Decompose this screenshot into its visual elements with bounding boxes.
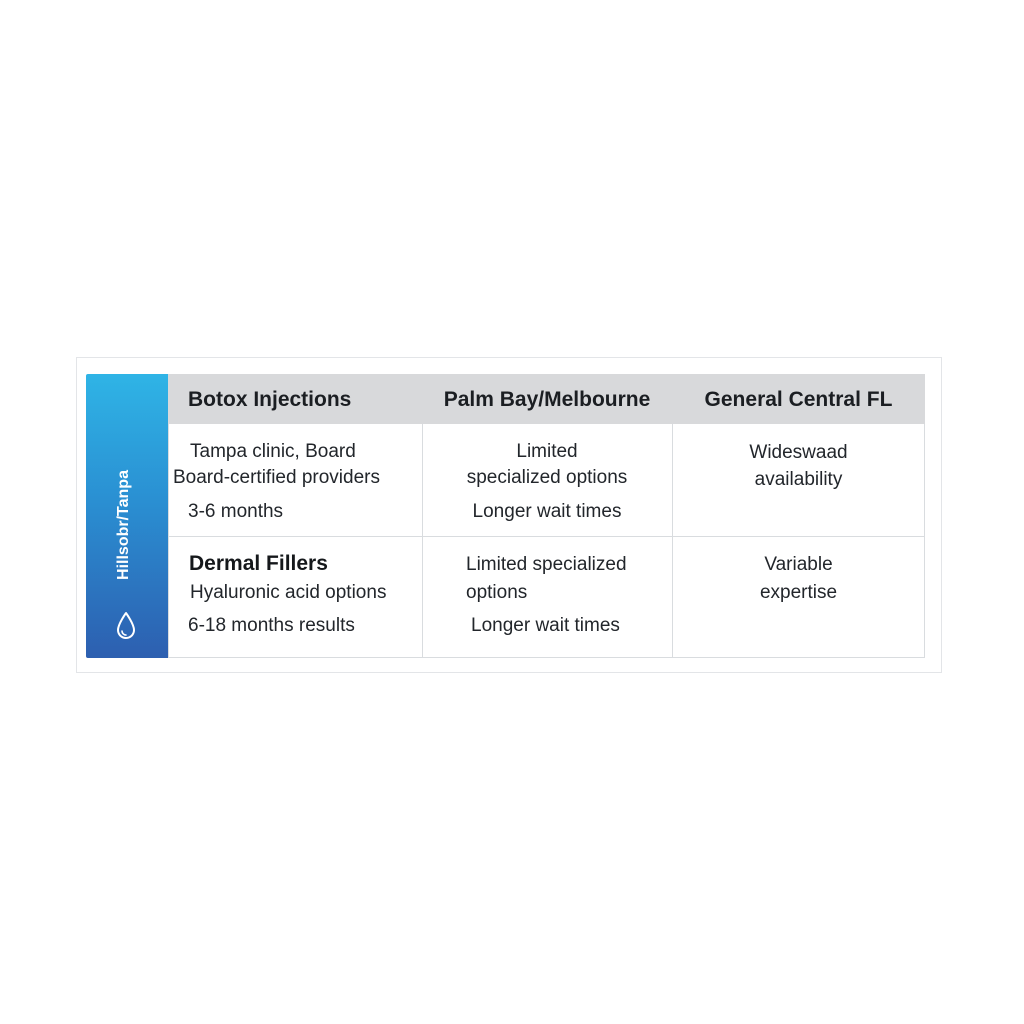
row-divider bbox=[168, 536, 925, 537]
sidebar-label: Hillsobr/Tanpa bbox=[115, 470, 132, 580]
header-palm-bay: Palm Bay/Melbourne bbox=[443, 388, 651, 411]
cell-r1c2-line2: specialized options bbox=[466, 467, 628, 488]
cell-r2c2-line3: Longer wait times bbox=[471, 615, 620, 636]
cell-r1c1-line3: 3-6 months bbox=[188, 501, 284, 522]
syringe-icon bbox=[0, 0, 44, 44]
cell-r1c2-line1: Limited bbox=[516, 441, 578, 462]
cell-r2c3-line1: Variable bbox=[764, 554, 833, 575]
droplet-icon bbox=[115, 611, 137, 641]
cell-r1c2-line3: Longer wait times bbox=[472, 501, 622, 522]
cell-r1c3-line1: Wideswaad bbox=[749, 442, 848, 463]
cell-r2c1-title: Dermal Fillers bbox=[189, 552, 328, 575]
cell-r2c2-line1: Limited specialized bbox=[466, 554, 627, 575]
header-central-fl: General Central FL bbox=[704, 388, 893, 411]
cell-r2c3-line2: expertise bbox=[759, 582, 838, 603]
cell-r1c1-line1: Tampa clinic, Board bbox=[190, 441, 356, 462]
cell-r1c1-line2: Board-certified providers bbox=[173, 467, 380, 488]
cell-r1c3-line2: availability bbox=[754, 469, 843, 490]
cell-r2c2-line2: options bbox=[466, 582, 528, 603]
cell-r2c1-line1: Hyaluronic acid options bbox=[190, 582, 387, 603]
cell-r2c1-line2: 6-18 months results bbox=[188, 615, 355, 636]
header-botox: Botox Injections bbox=[188, 388, 352, 411]
